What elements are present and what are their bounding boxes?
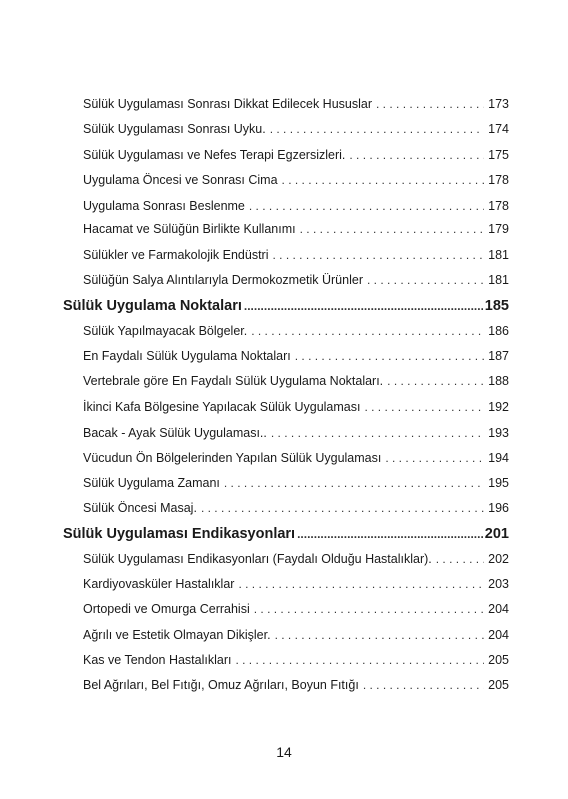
toc-entry-title: Sülüğün Salya Alıntılarıyla Dermokozmetik Ürünler <box>83 273 363 287</box>
toc-entry-title: Bacak - Ayak Sülük Uygulaması.. <box>83 426 267 440</box>
dot-leader <box>436 552 484 566</box>
toc-entry-page: 178 <box>488 199 509 213</box>
dot-leader <box>251 324 484 338</box>
toc-section[interactable] <box>63 298 509 318</box>
toc-entry[interactable] <box>83 628 509 648</box>
toc-section[interactable] <box>63 526 509 546</box>
dot-leader <box>273 248 485 262</box>
toc-entry-title: En Faydalı Sülük Uygulama Noktaları <box>83 349 291 363</box>
toc-entry-page: 196 <box>488 501 509 515</box>
toc-entry-title: Vücudun Ön Bölgelerinden Yapılan Sülük Uygulaması <box>83 451 382 465</box>
toc-entry-page: 195 <box>488 476 509 490</box>
toc-entry-title: Vertebrale göre En Faydalı Sülük Uygulama Noktaları. <box>83 374 384 388</box>
dot-leader <box>349 148 484 162</box>
toc-entry-title: Kardiyovasküler Hastalıklar <box>83 577 235 591</box>
toc-entry-page: 178 <box>488 173 509 187</box>
toc-entry-title: Sülük Uygulaması Sonrası Uyku. <box>83 122 266 136</box>
toc-entry-title: Ortopedi ve Omurga Cerrahisi <box>83 602 250 616</box>
dot-leader <box>282 173 485 187</box>
toc-entry[interactable] <box>83 222 509 242</box>
toc-entry[interactable] <box>83 273 509 293</box>
toc-entry[interactable] <box>83 451 509 471</box>
toc-entry[interactable] <box>83 577 509 597</box>
toc-entry-title: Sülük Uygulaması Endikasyonları (Faydalı Olduğu Hastalıklar). <box>83 552 432 566</box>
toc-entry-page: 203 <box>488 577 509 591</box>
toc-entry-page: 205 <box>488 678 509 692</box>
dot-leader <box>300 222 485 236</box>
dot-leader <box>244 299 483 313</box>
toc-entry-title: Uygulama Sonrası Beslenme <box>83 199 245 213</box>
toc-section-page: 201 <box>484 526 509 542</box>
toc-entry-page: 175 <box>488 148 509 162</box>
dot-leader <box>201 501 484 515</box>
dot-leader <box>297 527 483 541</box>
dot-leader <box>235 653 484 667</box>
toc-entry-page: 204 <box>488 628 509 642</box>
toc-entry[interactable] <box>83 248 509 268</box>
toc-entry-title: Bel Ağrıları, Bel Fıtığı, Omuz Ağrıları, Boyun Fıtığı <box>83 678 359 692</box>
toc-entry-title: Sülük Uygulaması Sonrası Dikkat Edilecek Hususlar <box>83 97 373 111</box>
toc-entry-title: Sülük Yapılmayacak Bölgeler. <box>83 324 248 338</box>
toc-entry[interactable] <box>83 199 509 219</box>
toc-entry-page: 192 <box>488 400 509 414</box>
toc-entry[interactable] <box>83 324 509 344</box>
toc-entry-page: 181 <box>488 248 509 262</box>
toc-entry-page: 181 <box>488 273 509 287</box>
toc-entry-page: 188 <box>488 374 509 388</box>
dot-leader <box>275 628 485 642</box>
toc-entry[interactable] <box>83 374 509 394</box>
toc-entry[interactable] <box>83 122 509 142</box>
toc-entry-page: 193 <box>488 426 509 440</box>
toc-entry-title: Sülük Uygulaması ve Nefes Terapi Egzersizleri. <box>83 148 346 162</box>
toc-entry-page: 174 <box>488 122 509 136</box>
toc-entry-page: 179 <box>488 222 509 236</box>
dot-leader <box>367 273 484 287</box>
toc-entry[interactable] <box>83 678 509 698</box>
toc-entry-title: Hacamat ve Sülüğün Birlikte Kullanımı <box>83 222 296 236</box>
toc-entry-title: Sülük Öncesi Masaj. <box>83 501 197 515</box>
toc-entry[interactable] <box>83 349 509 369</box>
toc-entry-title: Uygulama Öncesi ve Sonrası Cima <box>83 173 278 187</box>
toc-entry-page: 194 <box>488 451 509 465</box>
toc-entry[interactable] <box>83 400 509 420</box>
toc-entry-title: Kas ve Tendon Hastalıkları <box>83 653 232 667</box>
dot-leader <box>295 349 484 363</box>
toc-entry-title: Sülükler ve Farmakolojik Endüstri <box>83 248 269 262</box>
dot-leader <box>270 122 484 136</box>
toc-entry[interactable] <box>83 148 509 168</box>
toc-section-title: Sülük Uygulama Noktaları <box>63 298 242 314</box>
dot-leader <box>238 577 484 591</box>
dot-leader <box>385 451 484 465</box>
toc-entry-page: 187 <box>488 349 509 363</box>
dot-leader <box>224 476 484 490</box>
toc-section-title: Sülük Uygulaması Endikasyonları <box>63 526 296 542</box>
toc-entry-page: 202 <box>488 552 509 566</box>
toc-entry-title: Sülük Uygulama Zamanı <box>83 476 220 490</box>
toc-entry-title: İkinci Kafa Bölgesine Yapılacak Sülük Uygulaması <box>83 400 361 414</box>
toc-entry-page: 173 <box>488 97 509 111</box>
toc-entry[interactable] <box>83 97 509 117</box>
dot-leader <box>271 426 484 440</box>
toc-section-page: 185 <box>484 298 509 314</box>
toc-entry-page: 205 <box>488 653 509 667</box>
dot-leader <box>376 97 484 111</box>
toc-entry[interactable] <box>83 173 509 193</box>
toc-entry-page: 204 <box>488 602 509 616</box>
toc-entry[interactable] <box>83 653 509 673</box>
dot-leader <box>254 602 484 616</box>
page-number: 14 <box>276 744 292 760</box>
toc-entry[interactable] <box>83 476 509 496</box>
toc-entry-title: Ağrılı ve Estetik Olmayan Dikişler. <box>83 628 271 642</box>
dot-leader <box>249 199 484 213</box>
dot-leader <box>363 678 484 692</box>
dot-leader <box>387 374 484 388</box>
toc-entry[interactable] <box>83 426 509 446</box>
dot-leader <box>364 400 484 414</box>
toc-entry[interactable] <box>83 501 509 521</box>
toc-entry[interactable] <box>83 552 509 572</box>
toc-entry-page: 186 <box>488 324 509 338</box>
toc-entry[interactable] <box>83 602 509 622</box>
